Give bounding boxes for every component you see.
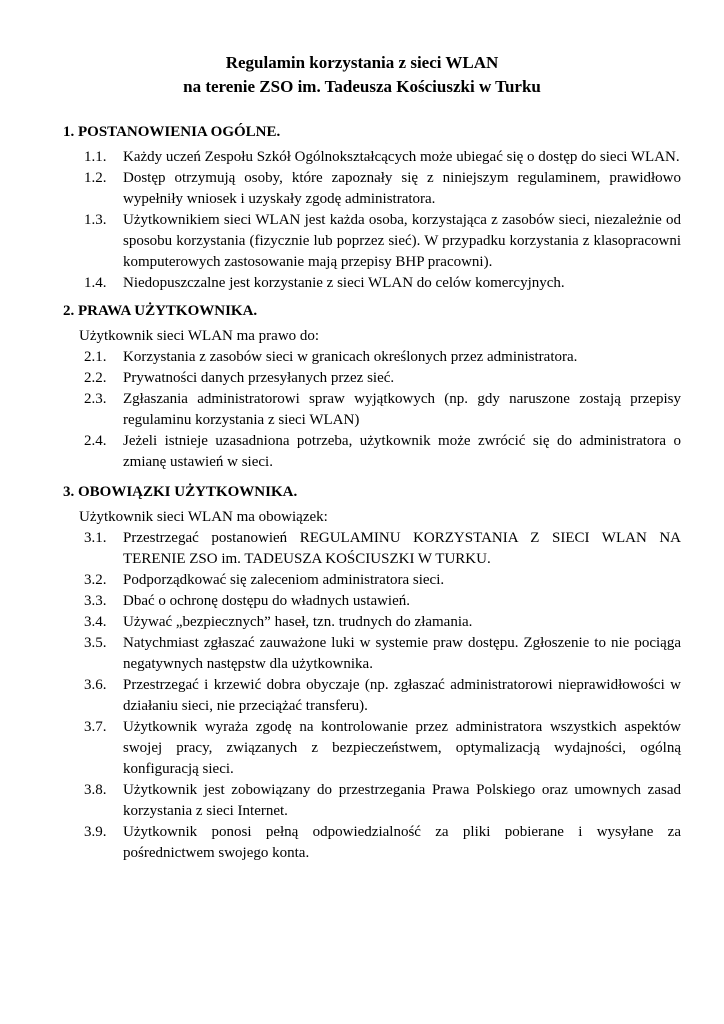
item-number: 3.2. — [84, 572, 107, 588]
list-item — [63, 780, 681, 822]
section-item-list — [63, 528, 681, 864]
item-text: Niedopuszczalne jest korzystanie z sieci WLAN do celów komercyjnych. — [123, 275, 565, 291]
section-item-list — [63, 347, 681, 473]
list-item — [63, 591, 681, 612]
item-text: Jeżeli istnieje uzasadniona potrzeba, użytkownik może zwrócić się do administratora o zmianę ustawień w sieci. — [123, 433, 681, 470]
item-text: Użytkownikiem sieci WLAN jest każda osoba, korzystająca z zasobów sieci, niezależnie od sposobu korzystania (fizycznie lub poprzez sieć). W przypadku korzystania z klasopracowni komputerowych zastosowanie mają przepisy BHP pracowni). — [123, 212, 681, 270]
list-item — [63, 570, 681, 591]
list-item — [63, 147, 681, 168]
item-text: Przestrzegać postanowień REGULAMINU KORZYSTANIA Z SIECI WLAN NA TERENIE ZSO im. TADEUSZA KOŚCIUSZKI W TURKU. — [123, 530, 681, 567]
item-number: 3.1. — [84, 530, 107, 546]
list-item — [63, 210, 681, 273]
list-item — [63, 717, 681, 780]
item-text: Użytkownik ponosi pełną odpowiedzialność za pliki pobierane i wysyłane za pośrednictwem swojego konta. — [123, 824, 681, 861]
item-text: Prywatności danych przesyłanych przez sieć. — [123, 370, 395, 386]
document-title-line-1: Regulamin korzystania z sieci WLAN — [225, 53, 499, 72]
document-body — [63, 122, 681, 864]
list-item — [63, 347, 681, 368]
item-text: Użytkownik jest zobowiązany do przestrzegania Prawa Polskiego oraz umownych zasad korzystania z sieci Internet. — [123, 782, 681, 819]
item-number: 1.4. — [84, 275, 107, 291]
item-text: Każdy uczeń Zespołu Szkół Ogólnokształcących może ubiegać się o dostęp do sieci WLAN. — [123, 149, 680, 165]
section-heading: 1. POSTANOWIENIA OGÓLNE. — [63, 124, 281, 140]
list-item — [63, 431, 681, 473]
item-number: 2.1. — [84, 349, 107, 365]
item-text: Zgłaszania administratorowi spraw wyjątkowych (np. gdy naruszone zostają przepisy regulaminu korzystania z sieci WLAN) — [123, 391, 681, 428]
item-number: 3.6. — [84, 677, 107, 693]
section-heading: 3. OBOWIĄZKI UŻYTKOWNIKA. — [63, 484, 298, 500]
item-number: 2.2. — [84, 370, 107, 386]
item-number: 3.7. — [84, 719, 107, 735]
item-text: Przestrzegać i krzewić dobra obyczaje (np. zgłaszać administratorowi nieprawidłowości w działaniu sieci, nie przeciążać transferu). — [123, 677, 681, 714]
section-heading: 2. PRAWA UŻYTKOWNIKA. — [63, 303, 258, 319]
item-number: 3.8. — [84, 782, 107, 798]
list-item — [63, 633, 681, 675]
item-number: 3.5. — [84, 635, 107, 651]
section-general-provisions — [63, 122, 681, 294]
list-item — [63, 273, 681, 294]
section-item-list — [63, 147, 681, 294]
item-number: 1.3. — [84, 212, 107, 228]
list-item — [63, 675, 681, 717]
item-text: Użytkownik wyraża zgodę na kontrolowanie przez administratora wszystkich aspektów swojej pracy, związanych z bezpieczeństwem, optymalizacją wydajności, ogólną konfiguracją sieci. — [123, 719, 681, 777]
list-item — [63, 612, 681, 633]
list-item — [63, 168, 681, 210]
item-text: Dbać o ochronę dostępu do władnych ustawień. — [123, 593, 411, 609]
list-item — [63, 528, 681, 570]
section-intro: Użytkownik sieci WLAN ma obowiązek: — [79, 509, 328, 525]
item-number: 3.4. — [84, 614, 107, 630]
item-number: 1.1. — [84, 149, 107, 165]
item-text: Natychmiast zgłaszać zauważone luki w systemie praw dostępu. Zgłoszenie to nie pociąga negatywnych następstw dla użytkownika. — [123, 635, 681, 672]
item-text: Używać „bezpiecznych” haseł, tzn. trudnych do złamania. — [123, 614, 473, 630]
item-text: Podporządkować się zaleceniom administratora sieci. — [123, 572, 445, 588]
item-text: Korzystania z zasobów sieci w granicach określonych przez administratora. — [123, 349, 578, 365]
item-number: 3.3. — [84, 593, 107, 609]
list-item — [63, 389, 681, 431]
list-item — [63, 822, 681, 864]
list-item — [63, 368, 681, 389]
document-title-line-2: na terenie ZSO im. Tadeusza Kościuszki w Turku — [183, 77, 541, 96]
item-number: 2.3. — [84, 391, 107, 407]
item-number: 1.2. — [84, 170, 107, 186]
item-number: 2.4. — [84, 433, 107, 449]
section-user-rights — [63, 301, 681, 473]
section-user-obligations — [63, 482, 681, 864]
item-number: 3.9. — [84, 824, 107, 840]
section-intro: Użytkownik sieci WLAN ma prawo do: — [79, 328, 320, 344]
item-text: Dostęp otrzymują osoby, które zapoznały się z niniejszym regulaminem, prawidłowo wypełniły wniosek i uzyskały zgodę administratora. — [123, 170, 681, 207]
